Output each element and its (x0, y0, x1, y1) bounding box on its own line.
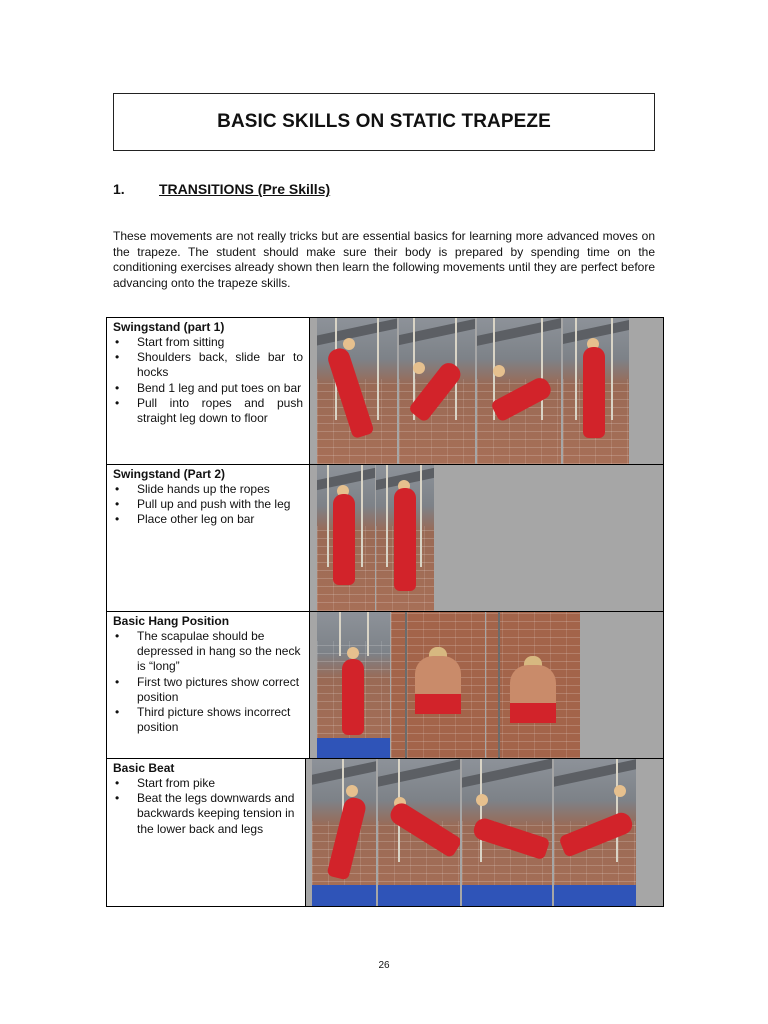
skill-step-text: Shoulders back, slide bar to hocks (137, 350, 303, 380)
document-title-box (113, 93, 655, 151)
skill-photo-strip (310, 465, 663, 611)
skill-photo (563, 318, 629, 464)
bullet-icon: • (115, 705, 120, 720)
skill-step (113, 335, 309, 350)
skill-description-cell (107, 612, 310, 758)
skill-step (113, 675, 309, 705)
skill-photo (317, 465, 375, 611)
skill-steps-list (113, 335, 309, 426)
skill-step-text: Start from pike (137, 776, 216, 790)
skill-photo-strip (310, 318, 663, 464)
bullet-icon: • (115, 629, 120, 643)
skill-step (113, 512, 309, 527)
skill-step-text: Pull up and push with the leg (137, 497, 291, 512)
skill-row-swingstand-part-2 (107, 465, 663, 612)
skill-photo (391, 612, 485, 758)
skill-description-cell (107, 465, 310, 611)
page-number: 26 (378, 960, 390, 971)
skill-photo (462, 759, 552, 906)
skill-photo (477, 318, 561, 464)
skill-step (113, 482, 309, 497)
bullet-icon: • (115, 512, 120, 527)
skill-photo (317, 318, 397, 464)
skill-photo (378, 759, 460, 906)
skill-step (113, 791, 305, 837)
bullet-icon: • (115, 791, 120, 806)
skill-photo (317, 612, 390, 758)
skill-step-text: Start from sitting (137, 335, 225, 349)
bullet-icon: • (115, 395, 120, 410)
skill-photo (486, 612, 580, 758)
skill-step-text: Pull into ropes and push straight leg down to floor (137, 395, 303, 426)
bullet-icon: • (115, 335, 120, 349)
section-number: 1. (113, 181, 125, 197)
skill-step (113, 705, 309, 735)
skill-photo (312, 759, 376, 906)
bullet-icon: • (115, 380, 120, 395)
skill-row-basic-beat (107, 759, 663, 906)
bullet-icon: • (115, 674, 120, 689)
skill-row-basic-hang-position (107, 612, 663, 759)
skill-photo (554, 759, 636, 906)
skill-title: Swingstand (part 1) (113, 320, 225, 334)
skill-title: Basic Hang Position (113, 614, 230, 628)
intro-paragraph: These movements are not really tricks but are essential basics for learning more advanced moves on the trapeze. The student should make sure their body is prepared by spending time on the conditioning exercises already shown then learn the following movements until they are perfect before advancing onto the trapeze skills. (113, 229, 655, 290)
skill-steps-list (113, 482, 309, 528)
skill-step-text: Bend 1 leg and put toes on bar (137, 380, 302, 395)
skill-steps-list (113, 629, 309, 735)
skill-photo-strip (306, 759, 663, 906)
skill-step (113, 497, 309, 512)
skill-step-text: The scapulae should be depressed in hang so the neck is “long” (137, 629, 301, 674)
skill-step-text: Place other leg on bar (137, 512, 255, 527)
section-title: TRANSITIONS (Pre Skills) (159, 181, 331, 197)
section-heading (113, 181, 330, 197)
skills-table (106, 317, 664, 907)
skill-description-cell (107, 318, 310, 464)
skill-step (113, 629, 309, 675)
skill-row-swingstand-part-1 (107, 318, 663, 465)
bullet-icon: • (115, 497, 120, 512)
skill-step-text: Third picture shows incorrect position (137, 705, 291, 735)
skill-step (113, 381, 309, 396)
skill-title: Basic Beat (113, 761, 175, 775)
bullet-icon: • (115, 350, 120, 365)
document-title: BASIC SKILLS ON STATIC TRAPEZE (217, 111, 551, 132)
skill-photo (399, 318, 475, 464)
skill-step (113, 776, 305, 791)
bullet-icon: • (115, 776, 120, 790)
skill-step (113, 350, 309, 380)
skill-step-text: Beat the legs downwards and backwards keeping tension in the lower back and legs (137, 791, 295, 836)
skill-photo (376, 465, 434, 611)
skill-photo-strip (310, 612, 663, 758)
skill-step (113, 396, 309, 426)
skill-steps-list (113, 776, 305, 837)
skill-step-text: First two pictures show correct position (137, 674, 300, 704)
skill-step-text: Slide hands up the ropes (137, 482, 270, 496)
skill-description-cell (107, 759, 306, 906)
bullet-icon: • (115, 482, 120, 496)
skill-title: Swingstand (Part 2) (113, 467, 226, 481)
